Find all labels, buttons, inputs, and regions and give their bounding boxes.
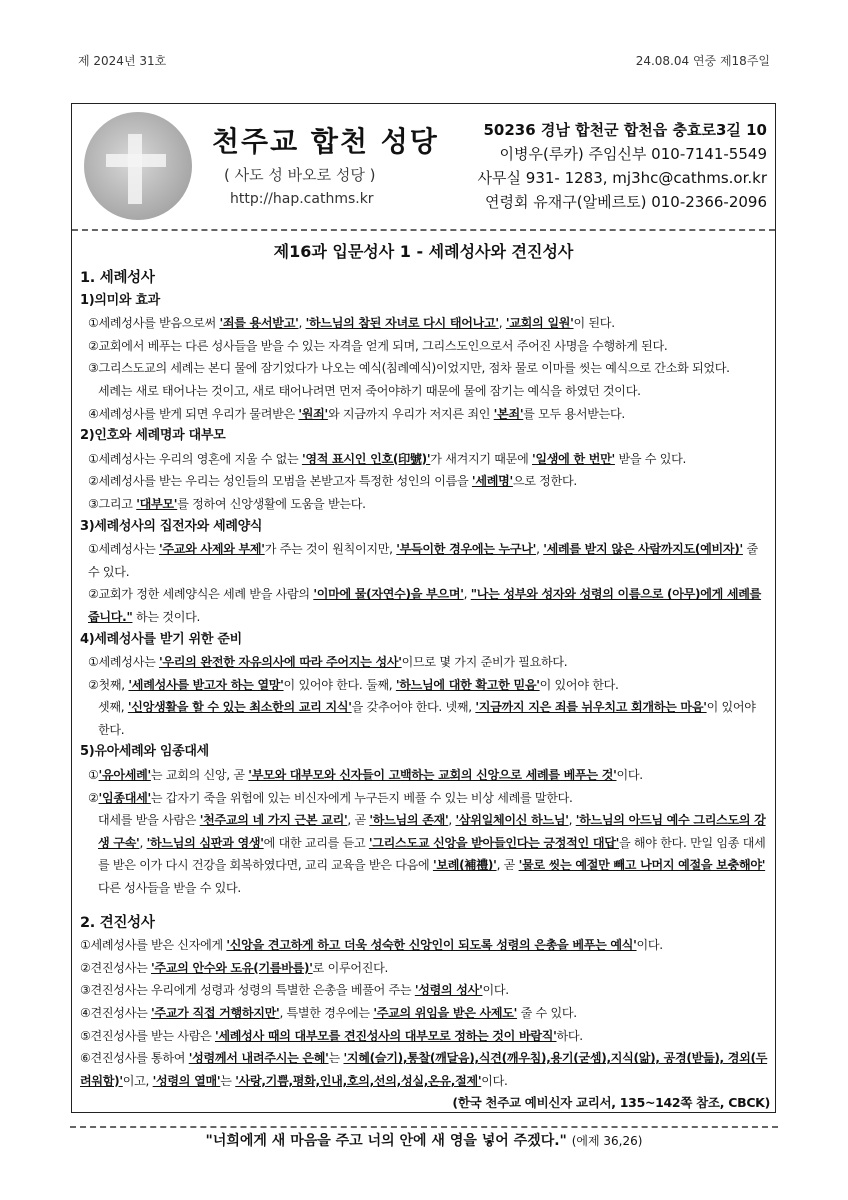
- emphasis-text: '주교의 안수와 도유(기름바름)': [151, 960, 313, 975]
- paragraph: [80, 538, 770, 583]
- emphasis-text: '하느님의 존재': [369, 813, 449, 828]
- plain-text: ,: [139, 835, 147, 850]
- plain-text: ⑤견진성사를 받는 사람은: [80, 1028, 216, 1043]
- plain-text: ②: [88, 790, 99, 805]
- plain-text: ,: [498, 316, 506, 331]
- emphasis-text: '하느님의 심판과 영생': [146, 835, 264, 850]
- plain-text: 는 교회의 신앙, 곧: [150, 768, 249, 783]
- paragraph: 세례는 새로 태어나는 것이고, 새로 태어나려면 먼저 죽어야하기 때문에 물에 잠기는 예식을 하였던 것이다.: [98, 383, 641, 398]
- emphasis-text: '세례성사를 받고자 하는 열망': [128, 677, 284, 692]
- plain-text: ②견진성사는: [80, 960, 151, 975]
- paragraph: [80, 493, 770, 516]
- plain-text: ①세례성사를 받음으로써: [88, 316, 220, 331]
- paragraph: [80, 651, 770, 674]
- subsection-title: 3)세례성사의 집전자와 세례양식: [80, 518, 263, 534]
- plain-text: 로 이루어진다.: [312, 960, 389, 975]
- emphasis-text: '그리스도교 신앙을 받아들인다는 긍정적인 대답': [368, 835, 619, 850]
- plain-text: 에 대한 교리를 듣고: [263, 835, 369, 850]
- emphasis-text: '지혜(슬기),통찰(깨달음),식견(깨우침),용기(굳셈),지식(앎), 공경(받듦), 경외(두려워함)': [80, 1051, 768, 1088]
- emphasis-text: '세례명': [471, 474, 513, 489]
- emphasis-text: '일생에 한 번만': [532, 451, 615, 466]
- plain-text: 으로 정한다.: [512, 474, 577, 489]
- plain-text: ,: [568, 813, 576, 828]
- plain-text: 는: [220, 1073, 236, 1088]
- issue-date: 24.08.04 연중 제18주일: [635, 54, 770, 68]
- footer-divider: [70, 1126, 778, 1128]
- emphasis-text: '주교와 사제와 부제': [159, 542, 265, 557]
- plain-text: ①세례성사는: [88, 655, 159, 670]
- parish-address: 50236 경남 합천군 합천읍 충효로3길 10: [483, 121, 767, 139]
- paragraph: [80, 979, 770, 1002]
- paragraph: [80, 787, 770, 810]
- plain-text: 이다.: [636, 938, 663, 953]
- emphasis-text: '유아세례': [98, 768, 151, 783]
- emphasis-text: '본죄': [493, 406, 524, 421]
- office-contact: 사무실 931- 1283, mj3hc@cathms.or.kr: [477, 169, 767, 187]
- plain-text: ,: [448, 813, 456, 828]
- emphasis-text: '원죄': [298, 406, 328, 421]
- council-contact: 연령회 유재구(알베르토) 010-2366-2096: [485, 193, 767, 211]
- plain-text: ①세례성사를 받은 신자에게: [80, 938, 227, 953]
- plain-text: 이 있어야 한다.: [98, 700, 756, 737]
- emphasis-text: '삼위일체이신 하느님': [455, 813, 569, 828]
- plain-text: 이다.: [616, 768, 643, 783]
- emphasis-text: '세례를 받지 않은 사람까지도(예비자)': [543, 542, 743, 557]
- paragraph: [80, 448, 770, 471]
- paragraph: [80, 809, 770, 899]
- emphasis-text: '영적 표시인 인호(印號)': [301, 451, 431, 466]
- emphasis-text: '지금까지 지은 죄를 뉘우치고 회개하는 마음': [475, 700, 707, 715]
- plain-text: 하다.: [556, 1028, 583, 1043]
- subsection-title: 5)유아세례와 임종대세: [80, 744, 209, 760]
- lesson-body: [80, 267, 770, 1115]
- emphasis-text: '죄를 용서받고': [219, 316, 299, 331]
- bulletin-frame: [71, 103, 776, 1113]
- emphasis-text: '성령의 열매': [152, 1073, 221, 1088]
- plain-text: ,: [536, 542, 544, 557]
- emphasis-text: '부득이한 경우에는 누구나': [396, 542, 537, 557]
- plain-text: 셋째,: [98, 700, 128, 715]
- emphasis-text: '하느님의 참된 자녀로 다시 태어나고': [305, 316, 499, 331]
- plain-text: , 특별한 경우에는: [279, 1006, 374, 1020]
- paragraph: [80, 934, 770, 957]
- paragraph: [80, 1002, 770, 1025]
- parish-subtitle: ( 사도 성 바오로 성당 ): [224, 166, 376, 184]
- plain-text: 이 있어야 한다.: [539, 677, 619, 692]
- parish-name: 천주교 합천 성당: [212, 125, 439, 158]
- quote-citation: (에제 36,26): [571, 1134, 643, 1148]
- paragraph: [80, 957, 770, 980]
- plain-text: 를 정하여 신앙생활에 도움을 받는다.: [177, 496, 366, 511]
- subsection-title: 1)의미와 효과: [80, 292, 160, 308]
- plain-text: , 곧: [496, 858, 519, 873]
- emphasis-text: '이마에 물(자연수)을 부으며': [313, 587, 464, 602]
- emphasis-text: "나는 성부와 성자와 성령의 이름으로 (아무)에게 세례를 줍니다.": [88, 587, 762, 624]
- plain-text: 받을 수 있다.: [614, 451, 687, 466]
- paragraph: [80, 1025, 770, 1048]
- plain-text: ,: [463, 587, 471, 602]
- plain-text: 이다.: [482, 983, 509, 998]
- plain-text: 대세를 받을 사람은: [98, 813, 200, 828]
- plain-text: ④견진성사는: [80, 1006, 151, 1020]
- emphasis-text: '천주교의 네 가지 근본 교리': [199, 813, 348, 828]
- plain-text: 이 있어야 한다. 둘째,: [283, 677, 396, 692]
- plain-text: 이다.: [481, 1073, 508, 1088]
- emphasis-text: '보례(補禮)': [432, 858, 497, 873]
- emphasis-text: '하느님의 아드님 예수 그리스도의 강생 구속': [98, 813, 766, 850]
- emphasis-text: '사랑,기쁨,평화,인내,호의,선의,성실,온유,절제': [235, 1073, 482, 1088]
- plain-text: ①세례성사는 우리의 영혼에 지울 수 없는: [88, 451, 302, 466]
- plain-text: 를 모두 용서받는다.: [523, 406, 625, 421]
- emphasis-text: '주교가 직접 거행하지만': [151, 1006, 280, 1020]
- emphasis-text: '성령께서 내려주시는 은혜': [188, 1051, 329, 1066]
- plain-text: 가 새겨지기 때문에: [430, 451, 532, 466]
- plain-text: 이고,: [122, 1073, 153, 1088]
- emphasis-text: '성령의 성사': [414, 983, 483, 998]
- quote-text: "너희에게 새 마음을 주고 너의 안에 새 영을 넣어 주겠다.": [205, 1133, 567, 1149]
- parish-url[interactable]: http://hap.cathms.kr: [230, 191, 374, 207]
- paragraph: [80, 312, 770, 335]
- plain-text: , 곧: [347, 813, 370, 828]
- issue-number: 제 2024년 31호: [78, 54, 167, 68]
- bible-quote: [0, 1130, 848, 1150]
- plain-text: ①: [88, 768, 99, 783]
- emphasis-text: '신앙생활을 할 수 있는 최소한의 교리 지식': [127, 700, 352, 715]
- plain-text: ④세례성사를 받게 되면 우리가 물려받은: [88, 406, 299, 421]
- paragraph: [80, 470, 770, 493]
- plain-text: 와 지금까지 우리가 저지른 죄인: [327, 406, 494, 421]
- paragraph: ③그리스도교의 세례는 본디 물에 잠기었다가 나오는 예식(침례예식)이었지만, 점차 물로 이마를 씻는 예식으로 간소화 되었다.: [88, 361, 730, 376]
- plain-text: 줄 수 있다.: [88, 542, 758, 579]
- plain-text: 을 갖추어야 한다. 넷째,: [351, 700, 476, 715]
- plain-text: ①세례성사는: [88, 542, 159, 557]
- plain-text: ②세례성사를 받는 우리는 성인들의 모범을 본받고자 특정한 성인의 이름을: [88, 474, 472, 489]
- emphasis-text: '대부모': [136, 496, 178, 511]
- plain-text: 을 해야 한다. 만일 임종 대세를 받은 이가 다시 건강을 회복하였다면, 교리 교육을 받은 다음에: [98, 835, 766, 873]
- plain-text: ③견진성사는 우리에게 성령과 성령의 특별한 은총을 베풀어 주는: [80, 983, 415, 998]
- section-title-baptism: 1. 세례성사: [80, 270, 155, 286]
- emphasis-text: '우리의 완전한 자유의사에 따라 주어지는 성사': [159, 655, 402, 670]
- plain-text: ②교회가 정한 세례양식은 세례 받을 사람의: [88, 587, 314, 602]
- parish-header: [72, 104, 775, 229]
- emphasis-text: '하느님에 대한 확고한 믿음': [395, 677, 540, 692]
- plain-text: 가 주는 것이 원칙이지만,: [264, 542, 397, 557]
- paragraph: [80, 696, 770, 741]
- plain-text: ⑥견진성사를 통하여: [80, 1051, 189, 1066]
- emphasis-text: '신앙을 견고하게 하고 더욱 성숙한 신앙인이 되도록 성령의 은총을 베푸는 예식': [226, 938, 637, 953]
- emphasis-text: '교회의 일원': [505, 316, 574, 331]
- plain-text: 는: [328, 1051, 344, 1066]
- plain-text: ③그리고: [88, 496, 137, 511]
- paragraph: [80, 583, 770, 628]
- subsection-title: 4)세례성사를 받기 위한 준비: [80, 631, 242, 647]
- parish-logo: [84, 112, 192, 220]
- plain-text: 다른 성사들을 받을 수 있다.: [98, 881, 241, 896]
- paragraph: [80, 674, 770, 697]
- paragraph: [80, 403, 770, 426]
- emphasis-text: '세례성사 때의 대부모를 견진성사의 대부모로 정하는 것이 바람직': [215, 1028, 557, 1043]
- plain-text: 줄 수 있다.: [517, 1006, 577, 1020]
- plain-text: 이므로 몇 가지 준비가 필요하다.: [401, 655, 568, 670]
- parish-contact: [478, 118, 767, 214]
- lesson-title: 제16과 입문성사 1 - 세례성사와 견진성사: [273, 242, 574, 261]
- reference-note: (한국 천주교 예비신자 교리서, 135~142쪽 참조, CBCK): [452, 1095, 770, 1111]
- paragraph: [80, 764, 770, 787]
- paragraph: [80, 1047, 770, 1092]
- plain-text: 는 갑자기 죽을 위험에 있는 비신자에게 누구든지 베풀 수 있는 비상 세례를 말한다.: [150, 790, 573, 805]
- priest-contact: 이병우(루카) 주임신부 010-7141-5549: [499, 145, 767, 163]
- section-title-confirmation: 2. 견진성사: [80, 914, 155, 931]
- plain-text: 하는 것이다.: [132, 609, 200, 624]
- emphasis-text: '임종대세': [98, 790, 151, 805]
- paragraph: ②교회에서 베푸는 다른 성사들을 받을 수 있는 자격을 얻게 되며, 그리스도인으로서 주어진 사명을 수행하게 된다.: [88, 338, 668, 353]
- header-divider: [72, 229, 775, 231]
- plain-text: ,: [298, 316, 306, 331]
- emphasis-text: '주교의 위임을 받은 사제도': [373, 1006, 518, 1020]
- plain-text: ②첫째,: [88, 677, 129, 692]
- cross-icon: [84, 112, 192, 220]
- emphasis-text: '부모와 대부모와 신자들이 고백하는 교회의 신앙으로 세례를 베푸는 것': [248, 768, 617, 783]
- plain-text: 이 된다.: [573, 316, 615, 331]
- subsection-title: 2)인호와 세례명과 대부모: [80, 428, 226, 444]
- emphasis-text: '물로 씻는 예절만 빼고 나머지 예절을 보충해야': [518, 858, 766, 873]
